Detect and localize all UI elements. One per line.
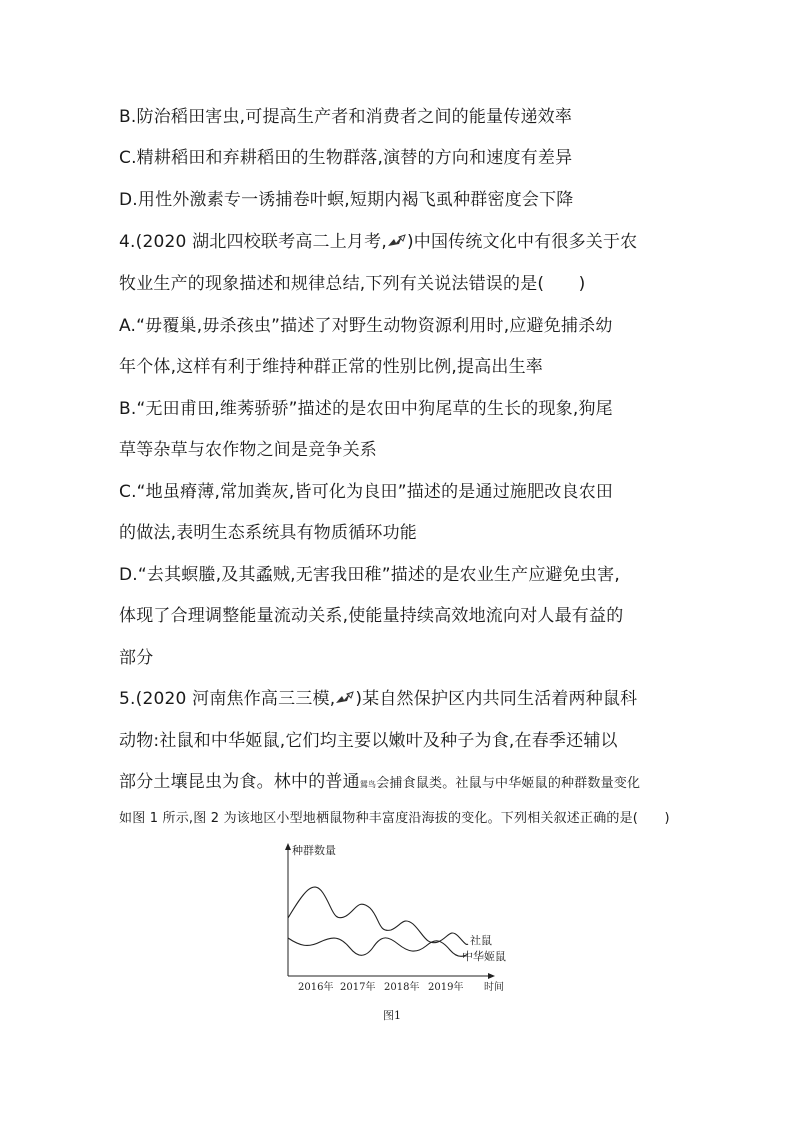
x-tick-2019: 2019年 bbox=[428, 982, 464, 993]
series-line-shushu bbox=[288, 887, 468, 944]
x-axis-arrow bbox=[488, 973, 495, 979]
text-a: 部分土壤昆虫为食。林中的普通 bbox=[119, 772, 360, 792]
option-d-cont2: 部分 bbox=[119, 648, 154, 668]
option-a-cont: 年个体,这样有利于维持种群正常的性别比例,提高出生率 bbox=[119, 357, 544, 377]
option-b-cont: 草等杂草与农作物之间是竞争关系 bbox=[119, 440, 377, 460]
text-small: 鵟鸟 bbox=[359, 780, 377, 789]
question-5-stem bbox=[119, 689, 637, 709]
text-b: 会捕食鼠类。社鼠与中华姬鼠的种群数量变化 bbox=[376, 776, 641, 791]
question-5-stem-cont2 bbox=[119, 772, 640, 795]
x-tick-2017: 2017年 bbox=[340, 982, 376, 993]
question-4-text: )中国传统文化中有很多关于农 bbox=[406, 232, 638, 252]
y-axis-label: 种群数量 bbox=[292, 844, 336, 857]
y-axis-arrow bbox=[285, 843, 291, 850]
option-d: D.用性外激素专一诱捕卷叶螟,短期内褐飞虱种群密度会下降 bbox=[119, 190, 574, 210]
option-a: A.“毋覆巢,毋杀孩虫”描述了对野生动物资源利用时,应避免捕杀幼 bbox=[119, 316, 613, 336]
x-tick-2018: 2018年 bbox=[384, 982, 420, 993]
difficulty-star-icon bbox=[335, 691, 355, 705]
question-4-stem bbox=[119, 232, 637, 252]
question-5-stem-cont3: 如图 1 所示,图 2 为该地区小型地栖鼠物种丰富度沿海拔的变化。下列相关叙述正确的是( ) bbox=[119, 811, 670, 826]
question-4-stem-cont: 牧业生产的现象描述和规律总结,下列有关说法错误的是( ) bbox=[119, 274, 586, 294]
question-5-stem-cont: 动物:社鼠和中华姬鼠,它们均主要以嫩叶及种子为食,在春季还辅以 bbox=[119, 731, 618, 751]
population-chart bbox=[278, 838, 518, 998]
option-d: D.“去其螟螣,及其蟊贼,无害我田稚”描述的是农业生产应避免虫害, bbox=[119, 565, 620, 585]
option-c-cont: 的做法,表明生态系统具有物质循环功能 bbox=[119, 523, 418, 543]
x-axis-label: 时间 bbox=[484, 982, 504, 993]
option-c: C.精耕稻田和弃耕稻田的生物群落,演替的方向和速度有差异 bbox=[119, 148, 573, 168]
question-5-source: 5.(2020 河南焦作高三三模, bbox=[119, 689, 336, 709]
option-b: B.“无田甫田,维莠骄骄”描述的是农田中狗尾草的生长的现象,狗尾 bbox=[119, 399, 613, 419]
option-b: B.防治稻田害虫,可提高生产者和消费者之间的能量传递效率 bbox=[119, 107, 573, 127]
question-4-source: 4.(2020 湖北四校联考高二上月考, bbox=[119, 232, 387, 252]
difficulty-star-icon bbox=[387, 234, 407, 248]
option-d-cont: 体现了合理调整能量流动关系,使能量持续高效地流向对人最有益的 bbox=[119, 606, 624, 626]
figure-caption: 图1 bbox=[383, 1009, 401, 1022]
legend-shushu: 社鼠 bbox=[470, 934, 492, 947]
question-5-text: )某自然保护区内共同生活着两种鼠科 bbox=[355, 689, 638, 709]
legend-zhonghua: 中华姬鼠 bbox=[462, 950, 506, 963]
option-c: C.“地虽瘠薄,常加粪灰,皆可化为良田”描述的是通过施肥改良农田 bbox=[119, 482, 614, 502]
x-tick-2016: 2016年 bbox=[298, 982, 334, 993]
